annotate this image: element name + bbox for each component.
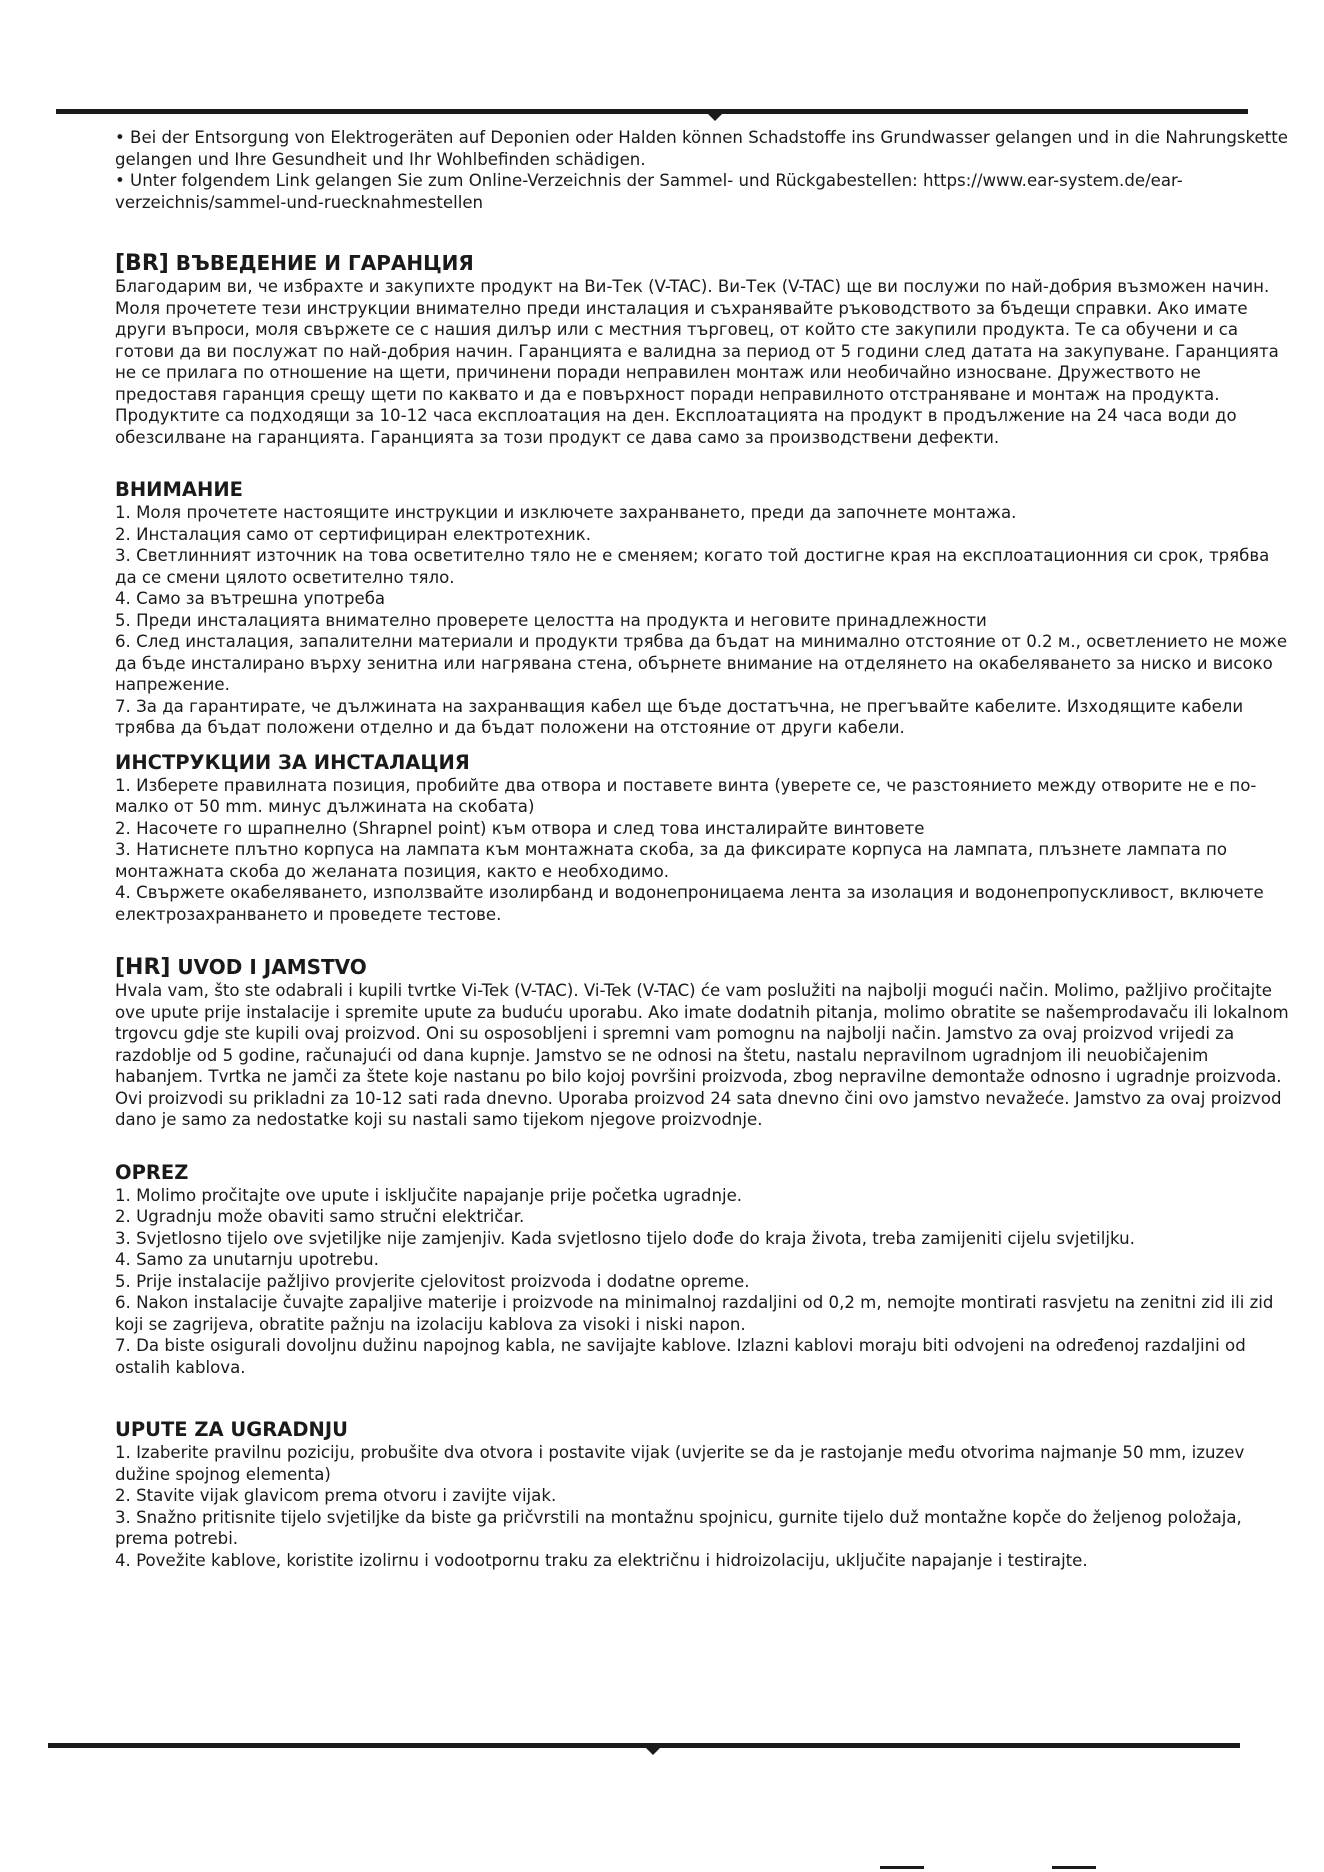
list-item: 2. Stavite vijak glavicom prema otvoru i zavijte vijak.	[115, 1486, 557, 1505]
section-hr-title-text: UVOD I JAMSTVO	[170, 955, 367, 979]
list-item: 1. Изберете правилната позиция, пробийте два отвора и поставете винта (уверете се, че разстоянието между отворите не е по-малко от 50 mm. минус дължината на скобата)	[115, 775, 1257, 816]
section-br-title	[115, 251, 1295, 276]
list-item: 7. Da biste osigurali dovoljnu dužinu napojnog kabla, ne savijajte kablove. Izlazni kablovi moraju biti odvojeni na određenoj razdaljini od ostalih kablova.	[115, 1336, 1246, 1377]
page-edge-mark-right	[1052, 1866, 1096, 1869]
section-br-title-text: ВЪВЕДЕНИЕ И ГАРАНЦИЯ	[168, 251, 474, 275]
section-br-code: [BR]	[115, 251, 169, 276]
list-item: 4. Само за вътрешна употреба	[115, 589, 386, 608]
bottom-divider-notch	[646, 1748, 660, 1755]
bottom-divider	[48, 1743, 1240, 1748]
list-item: 5. Преди инсталацията внимателно проверете целостта на продукта и неговите принадлежности	[115, 610, 987, 630]
section-br-install-heading: ИНСТРУКЦИИ ЗА ИНСТАЛАЦИЯ	[115, 750, 470, 774]
disposal-notes-de	[115, 127, 1295, 213]
section-br-intro: Благодарим ви, че избрахте и закупихте продукт на Ви-Тек (V-TAC). Ви-Тек (V-TAC) ще ви послужи по най-добрия възможен начин. Моля прочетете тези инструкции внимателно преди инсталация и съхранявайте ръководството за бъдещи справки. Ако имате други въпроси, моля свържете се с нашия дилър или с местния търговец, от който сте закупили продукта. Те са обучени и са готови да ви послужат по най-добрия начин. Гаранцията е валидна за период от 5 години след датата на закупуване. Гаранцията не се прилага по отношение на щети, причинени поради неправилен монтаж или необичайно износване. Дружеството не предоставя гаранция срещу щети по каквато и да е повърхност поради неправилното отстраняване и монтаж на продукта. Продуктите са подходящи за 10-12 часа експлоатация на ден. Експлоатацията на продукт в продължение на 24 часа води до обезсилване на гаранцията. Гаранцията за този продукт се дава само за производствени дефекти.	[115, 277, 1279, 447]
disposal-note-2: • Unter folgendem Link gelangen Sie zum Online-Verzeichnis der Sammel- und Rückgabestellen: https://www.ear-system.de/ear-verzeichnis/sammel-und-ruecknahmestellen	[115, 171, 1183, 212]
list-item: 3. Светлинният източник на това осветително тяло не е сменяем; когато той достигне края на експлоатационния си срок, трябва да се смени цялото осветително тяло.	[115, 546, 1270, 587]
section-br-warning-heading: ВНИМАНИЕ	[115, 478, 243, 501]
list-item: 3. Svjetlosno tijelo ove svjetiljke nije zamjenjiv. Kada svjetlosno tijelo dođe do kraja života, treba zamijeniti cijelu svjetiljku.	[115, 1228, 1135, 1248]
list-item: 3. Snažno pritisnite tijelo svjetiljke da biste ga pričvrstili na montažnu spojnicu, gurnite tijelo duž montažne kopče do željenog položaja, prema potrebi.	[115, 1507, 1242, 1548]
section-hr-install-list	[115, 1442, 1295, 1571]
section-hr-code: [HR]	[115, 955, 171, 980]
section-hr-warning-heading: OPREZ	[115, 1160, 189, 1184]
section-hr-intro: Hvala vam, što ste odabrali i kupili tvrtke Vi-Tek (V-TAC). Vi-Tek (V-TAC) će vam poslužiti na najbolji mogući način. Molimo, pažljivo pročitajte ove upute prije instalacije i spremite upute za buduću uporabu. Ako imate dodatnih pitanja, molimo obratite se našemprodavaču ili lokalnom trgovcu gdje ste kupili ovaj proizvod. Oni su osposobljeni i spremni vam pomognu na najbolji način. Jamstvo za ovaj proizvod vrijedi za razdoblje od 5 godine, računajući od dana kupnje. Jamstvo se ne odnosi na štetu, nastalu nepravilnom ugradnjom ili neuobičajenim habanjem. Tvrtka ne jamči za štete koje nastanu po bilo kojoj površini proizvoda, zbog nepravilne demontaže odnosno i ugradnje proizvoda. Ovi proizvodi su prikladni za 10-12 sati rada dnevno. Uporaba proizvod 24 sata dnevno čini ovo jamstvo nevažeće. Jamstvo za ovaj proizvod dano je samo za nedostatke koji su nastali samo tijekom njegove proizvodnje.	[115, 981, 1289, 1129]
document-body	[115, 127, 1295, 1571]
list-item: 7. За да гарантирате, че дължината на захранващия кабел ще бъде достатъчна, не прегъвайте кабелите. Изходящите кабели трябва да бъдат положени отделно и да бъдат положени на отстояние от други кабели.	[115, 696, 1244, 737]
list-item: 2. Инсталация само от сертифициран електротехник.	[115, 524, 591, 544]
list-item: 1. Molimo pročitajte ove upute i isključite napajanje prije početka ugradnje.	[115, 1185, 743, 1205]
section-hr-title	[115, 955, 1295, 980]
list-item: 1. Izaberite pravilnu poziciju, probušite dva otvora i postavite vijak (uvjerite se da je rastojanje među otvorima najmanje 50 mm, izuzev dužine spojnog elementa)	[115, 1443, 1245, 1484]
list-item: 4. Свържете окабеляването, използвайте изолирбанд и водонепроницаема лента за изолация и водонепропускливост, включете електрозахранването и проведете тестове.	[115, 883, 1264, 924]
top-divider-notch	[708, 114, 722, 121]
page-edge-mark-left	[880, 1866, 924, 1869]
section-br-install-list	[115, 775, 1295, 926]
section-hr-install-heading: UPUTE ZA UGRADNJU	[115, 1418, 348, 1441]
list-item: 1. Моля прочетете настоящите инструкции и изключете захранването, преди да започнете монтажа.	[115, 503, 1017, 522]
list-item: 4. Povežite kablove, koristite izolirnu i vodootpornu traku za električnu i hidroizolaciju, uključite napajanje i testirajte.	[115, 1550, 1088, 1570]
section-br	[115, 251, 1295, 925]
list-item: 3. Натиснете плътно корпуса на лампата към монтажната скоба, за да фиксирате корпуса на лампата, плъзнете лампата по монтажната скоба до желаната позиция, както е необходимо.	[115, 840, 1228, 881]
section-br-warning-list	[115, 502, 1295, 739]
section-hr	[115, 955, 1295, 1571]
list-item: 4. Samo za unutarnju upotrebu.	[115, 1250, 379, 1269]
disposal-note-1: • Bei der Entsorgung von Elektrogeräten auf Deponien oder Halden können Schadstoffe ins Grundwasser gelangen und in die Nahrungskette gelangen und Ihre Gesundheit und Ihr Wohlbefinden schädigen.	[115, 128, 1288, 169]
list-item: 5. Prije instalacije pažljivo provjerite cjelovitost proizvoda i dodatne opreme.	[115, 1271, 750, 1291]
list-item: 6. Nakon instalacije čuvajte zapaljive materije i proizvode na minimalnoj razdaljini od 0,2 m, nemojte montirati rasvjetu na zenitni zid ili zid koji se zagrijeva, obratite pažnju na izolaciju kablova za visoki i niski napon.	[115, 1293, 1274, 1334]
list-item: 6. След инсталация, запалителни материали и продукти трябва да бъдат на минимално отстояние от 0.2 м., осветлението не може да бъде инсталирано върху зенитна или нагрявана стена, обърнете внимание на отделянето на окабеляването за ниско и високо напрежение.	[115, 632, 1288, 694]
section-hr-warning-list	[115, 1185, 1295, 1379]
list-item: 2. Ugradnju može obaviti samo stručni električar.	[115, 1207, 525, 1226]
top-divider	[56, 109, 1248, 114]
list-item: 2. Насочете го шрапнелно (Shrapnel point) към отвора и след това инсталирайте винтовете	[115, 818, 925, 838]
